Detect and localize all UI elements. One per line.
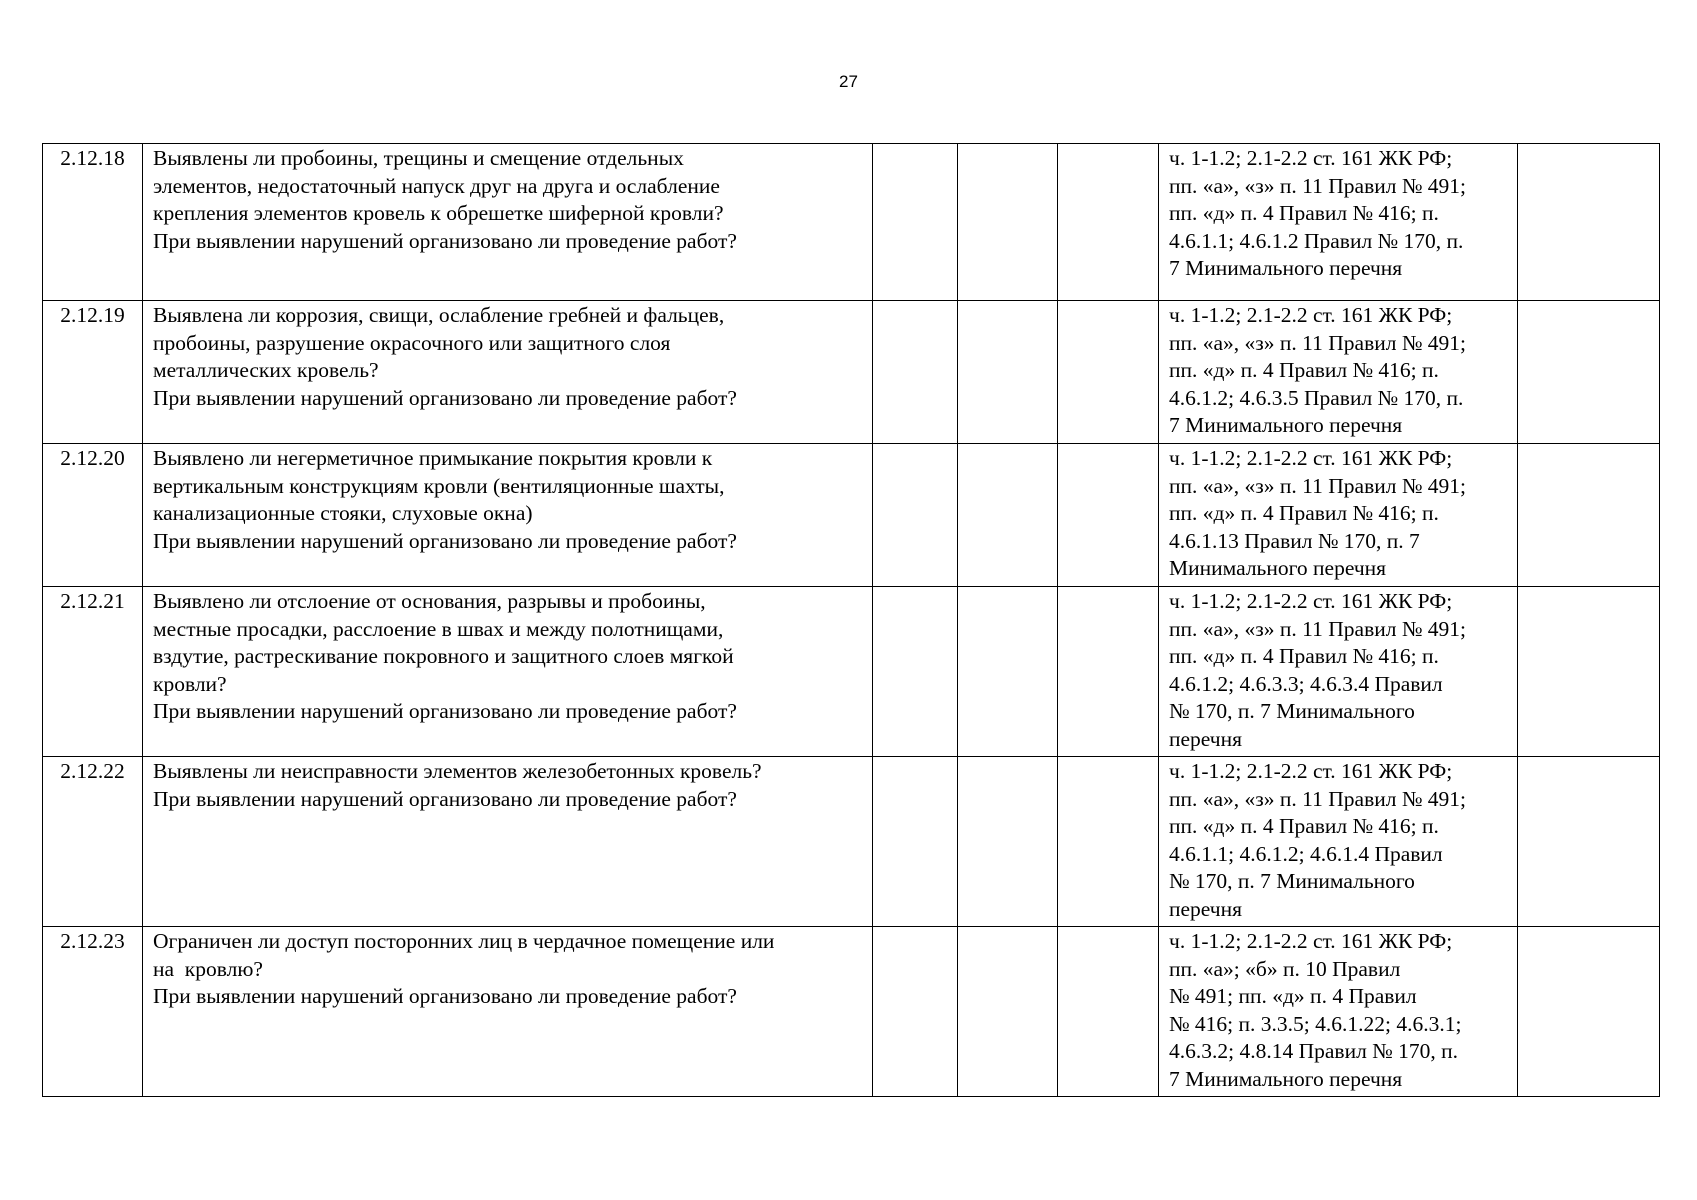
reference-line: пп. «д» п. 4 Правил № 416; п. — [1169, 644, 1439, 668]
answer-cell-col3 — [873, 444, 958, 587]
reference-line: 4.6.1.13 Правил № 170, п. 7 — [1169, 528, 1420, 553]
question-line: Выявлена ли коррозия, свищи, ослабление гребней и фальцев, — [153, 303, 725, 327]
reference-line: 4.6.3.2; 4.8.14 Правил № 170, п. — [1169, 1039, 1458, 1063]
notes-cell — [1518, 587, 1660, 757]
answer-cell-col5 — [1058, 444, 1159, 587]
answer-cell-col3 — [873, 301, 958, 444]
answer-cell-col5 — [1058, 144, 1159, 301]
question-cell — [143, 927, 873, 1097]
reference-line: Минимального перечня — [1169, 556, 1387, 580]
page-number: 27 — [839, 72, 858, 91]
question-line: При выявлении нарушений организовано ли проведение работ? — [153, 385, 737, 410]
question-line: местные просадки, расслоение в швах и между полотнищами, — [153, 616, 724, 641]
item-number: 2.12.21 — [43, 587, 143, 757]
reference-line: 4.6.1.2; 4.6.3.3; 4.6.3.4 Правил — [1169, 671, 1443, 696]
reference-line: пп. «д» п. 4 Правил № 416; п. — [1169, 358, 1439, 382]
notes-cell — [1518, 444, 1660, 587]
question-line: Выявлено ли отслоение от основания, разрывы и пробоины, — [153, 589, 706, 613]
question-cell — [143, 587, 873, 757]
answer-cell-col4 — [958, 927, 1058, 1097]
question-line: При выявлении нарушений организовано ли проведение работ? — [153, 528, 737, 553]
reference-line: 7 Минимального перечня — [1169, 1066, 1403, 1091]
reference-line: пп. «а», «з» п. 11 Правил № 491; — [1169, 330, 1466, 355]
answer-cell-col4 — [958, 757, 1058, 927]
reference-line: 4.6.1.1; 4.6.1.2; 4.6.1.4 Правил — [1169, 841, 1443, 866]
question-line: вздутие, растрескивание покровного и защитного слоев мягкой — [153, 644, 734, 668]
item-number: 2.12.19 — [43, 301, 143, 444]
legal-reference-cell — [1159, 144, 1518, 301]
question-line: Выявлены ли неисправности элементов железобетонных кровель? — [153, 759, 762, 783]
table-row — [43, 301, 1660, 444]
reference-line: пп. «д» п. 4 Правил № 416; п. — [1169, 501, 1439, 525]
reference-line: ч. 1-1.2; 2.1-2.2 ст. 161 ЖК РФ; — [1169, 929, 1453, 953]
reference-line: пп. «а», «з» п. 11 Правил № 491; — [1169, 786, 1466, 811]
question-line: При выявлении нарушений организовано ли проведение работ? — [153, 699, 737, 723]
answer-cell-col3 — [873, 144, 958, 301]
answer-cell-col4 — [958, 444, 1058, 587]
question-line: Выявлено ли негерметичное примыкание покрытия кровли к — [153, 446, 713, 470]
answer-cell-col5 — [1058, 927, 1159, 1097]
answer-cell-col3 — [873, 587, 958, 757]
reference-line: № 416; п. 3.3.5; 4.6.1.22; 4.6.3.1; — [1169, 1011, 1462, 1036]
legal-reference-cell — [1159, 927, 1518, 1097]
question-line: При выявлении нарушений организовано ли проведение работ? — [153, 984, 737, 1008]
answer-cell-col5 — [1058, 587, 1159, 757]
reference-line: ч. 1-1.2; 2.1-2.2 ст. 161 ЖК РФ; — [1169, 303, 1453, 327]
question-line: вертикальным конструкциям кровли (вентиляционные шахты, — [153, 473, 725, 498]
legal-reference-cell — [1159, 301, 1518, 444]
reference-line: пп. «д» п. 4 Правил № 416; п. — [1169, 201, 1439, 225]
reference-line: № 491; пп. «д» п. 4 Правил — [1169, 984, 1417, 1008]
reference-line: ч. 1-1.2; 2.1-2.2 ст. 161 ЖК РФ; — [1169, 146, 1453, 170]
legal-reference-cell — [1159, 757, 1518, 927]
reference-line: 4.6.1.2; 4.6.3.5 Правил № 170, п. — [1169, 385, 1464, 410]
reference-line: пп. «а», «з» п. 11 Правил № 491; — [1169, 173, 1466, 198]
table-row — [43, 587, 1660, 757]
notes-cell — [1518, 144, 1660, 301]
reference-line: 7 Минимального перечня — [1169, 413, 1403, 437]
legal-reference-cell — [1159, 587, 1518, 757]
reference-line: ч. 1-1.2; 2.1-2.2 ст. 161 ЖК РФ; — [1169, 446, 1453, 470]
question-line: Ограничен ли доступ посторонних лиц в чердачное помещение или — [153, 929, 775, 953]
question-line: металлических кровель? — [153, 358, 379, 382]
notes-cell — [1518, 301, 1660, 444]
reference-line: ч. 1-1.2; 2.1-2.2 ст. 161 ЖК РФ; — [1169, 589, 1453, 613]
reference-line: перечня — [1169, 726, 1243, 751]
table-row — [43, 927, 1660, 1097]
question-line: канализационные стояки, слуховые окна) — [153, 501, 533, 525]
answer-cell-col3 — [873, 757, 958, 927]
answer-cell-col4 — [958, 144, 1058, 301]
question-cell — [143, 444, 873, 587]
question-cell — [143, 757, 873, 927]
checklist-table — [42, 143, 1660, 1097]
answer-cell-col4 — [958, 301, 1058, 444]
item-number: 2.12.20 — [43, 444, 143, 587]
item-number: 2.12.23 — [43, 927, 143, 1097]
reference-line: пп. «а»; «б» п. 10 Правил — [1169, 956, 1401, 981]
question-line: элементов, недостаточный напуск друг на друга и ослабление — [153, 173, 720, 198]
reference-line: пп. «д» п. 4 Правил № 416; п. — [1169, 814, 1439, 838]
reference-line: № 170, п. 7 Минимального — [1169, 699, 1415, 723]
answer-cell-col5 — [1058, 757, 1159, 927]
legal-reference-cell — [1159, 444, 1518, 587]
reference-line: 4.6.1.1; 4.6.1.2 Правил № 170, п. — [1169, 228, 1464, 253]
question-line: При выявлении нарушений организовано ли проведение работ? — [153, 228, 737, 253]
answer-cell-col3 — [873, 927, 958, 1097]
reference-line: 7 Минимального перечня — [1169, 256, 1403, 280]
table-row — [43, 757, 1660, 927]
item-number: 2.12.22 — [43, 757, 143, 927]
answer-cell-col5 — [1058, 301, 1159, 444]
notes-cell — [1518, 757, 1660, 927]
question-line: пробоины, разрушение окрасочного или защитного слоя — [153, 330, 671, 355]
item-number: 2.12.18 — [43, 144, 143, 301]
question-line: При выявлении нарушений организовано ли проведение работ? — [153, 786, 737, 811]
reference-line: пп. «а», «з» п. 11 Правил № 491; — [1169, 616, 1466, 641]
notes-cell — [1518, 927, 1660, 1097]
reference-line: пп. «а», «з» п. 11 Правил № 491; — [1169, 473, 1466, 498]
question-line: на кровлю? — [153, 956, 263, 981]
question-line: крепления элементов кровель к обрешетке шиферной кровли? — [153, 201, 724, 225]
reference-line: перечня — [1169, 896, 1243, 921]
table-row — [43, 144, 1660, 301]
question-line: кровли? — [153, 671, 227, 696]
question-cell — [143, 144, 873, 301]
table-row — [43, 444, 1660, 587]
answer-cell-col4 — [958, 587, 1058, 757]
question-cell — [143, 301, 873, 444]
reference-line: ч. 1-1.2; 2.1-2.2 ст. 161 ЖК РФ; — [1169, 759, 1453, 783]
question-line: Выявлены ли пробоины, трещины и смещение отдельных — [153, 146, 684, 170]
reference-line: № 170, п. 7 Минимального — [1169, 869, 1415, 893]
